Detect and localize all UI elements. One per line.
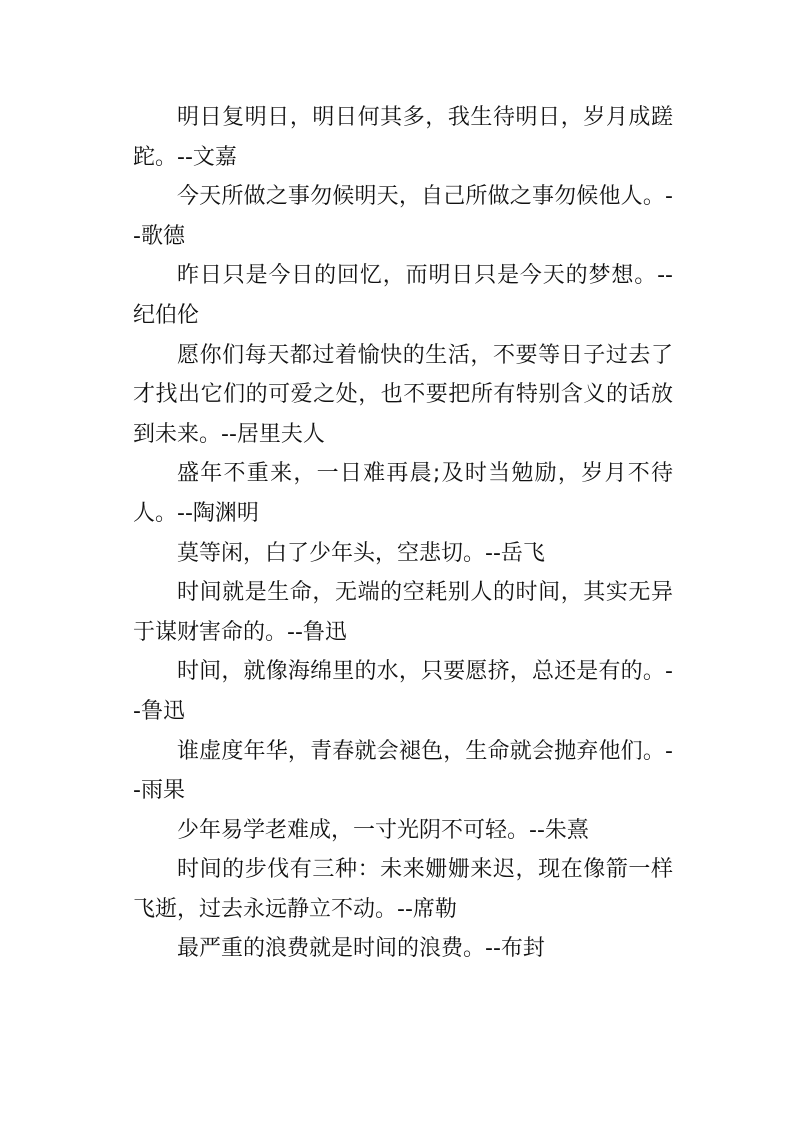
quote-paragraph: 时间就是生命，无端的空耗别人的时间，其实无异于谋财害命的。--鲁迅 xyxy=(133,580,673,645)
quote-paragraph: 明日复明日，明日何其多，我生待明日，岁月成蹉跎。--文嘉 xyxy=(133,105,673,170)
quote-paragraph: 时间的步伐有三种：未来姗姗来迟，现在像箭一样飞逝，过去永远静立不动。--席勒 xyxy=(133,857,673,922)
quote-paragraph: 时间，就像海绵里的水，只要愿挤，总还是有的。--鲁迅 xyxy=(133,659,673,724)
quote-paragraph: 谁虚度年华，青春就会褪色，生命就会抛弃他们。--雨果 xyxy=(133,738,673,804)
quote-paragraph: 少年易学老难成，一寸光阴不可轻。--朱熹 xyxy=(177,817,589,843)
quote-paragraph: 盛年不重来，一日难再晨;及时当勉励，岁月不待人。--陶渊明 xyxy=(133,461,673,526)
quote-paragraph: 今天所做之事勿候明天，自己所做之事勿候他人。--歌德 xyxy=(133,184,673,249)
quote-paragraph: 最严重的浪费就是时间的浪费。--布封 xyxy=(177,936,545,962)
quote-paragraph: 昨日只是今日的回忆，而明日只是今天的梦想。--纪伯伦 xyxy=(133,263,673,328)
quote-paragraph: 莫等闲，白了少年头，空悲切。--岳飞 xyxy=(177,540,545,566)
quote-list xyxy=(133,98,673,969)
quote-paragraph: 愿你们每天都过着愉快的生活，不要等日子过去了才找出它们的可爱之处，也不要把所有特别含义的话放到未来。--居里夫人 xyxy=(133,342,673,447)
